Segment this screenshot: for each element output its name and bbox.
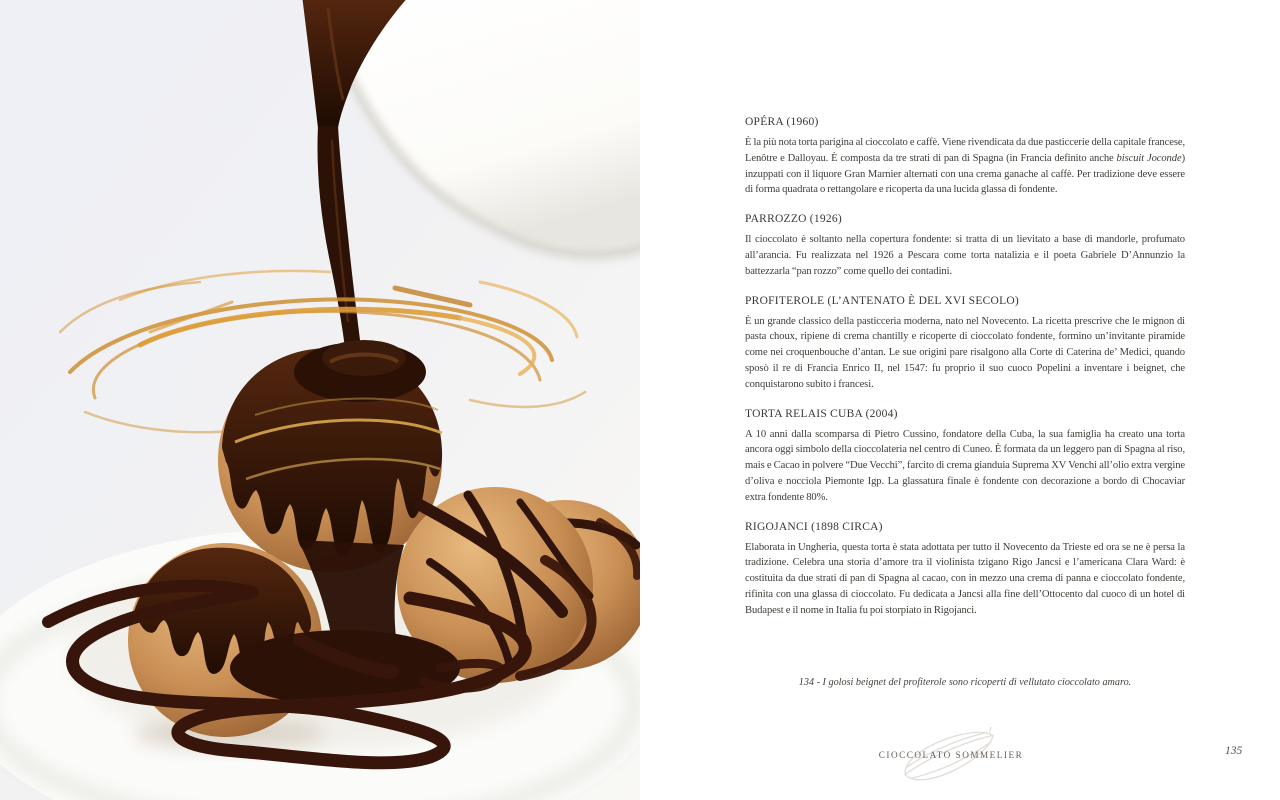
article-column: [745, 114, 1185, 632]
entry-body: Elaborata in Ungheria, questa torta è stata adottata per tutto il Novecento da Trieste ed ora se ne è persa la tradizione. Celebra una storia d’amore tra il violinista tzigano Rigo Jancsi e l’americana Clara Ward: è costituita da due strati di pan di Spagna al cacao, con in mezzo una crema di panna e cioccolato fondente, rifinita con una glassa di cioccolato. Fu dedicata a Jancsi alla fine dell’Ottocento dal cuoco di un hotel di Budapest e il nome in Italia fu poi storpiato in Rigojanci.: [745, 541, 1185, 616]
page-number: 135: [1225, 745, 1243, 757]
text-page: [640, 0, 1280, 800]
entry-torta-relais-cuba: [745, 406, 1185, 506]
entry-heading: RIGOJANCI (1898 CIRCA): [745, 520, 883, 533]
entry-rigojanci: [745, 519, 1185, 619]
entry-heading: PARROZZO (1926): [745, 213, 842, 226]
entry-body: Il cioccolato è soltanto nella copertura fondente: si tratta di un lievitato a base di mandorle, profumato all’arancia. Fu realizzata nel 1926 a Pescara come torta natalizia e il poeta Gabriele D’Annunzio la battezzarla “pan rozzo” come quello dei contadini.: [745, 234, 1185, 277]
photo-caption: 134 - I golosi beignet del profiterole sono ricoperti di vellutato cioccolato amaro.: [798, 677, 1132, 688]
entry-body: È la più nota torta parigina al cioccolato e caffè. Viene rivendicata da due pasticcerie della capitale francese, Lenôtre e Dalloyau. È composta da tre strati di pan di Spagna (in Francia definito anche biscuit Joconde) inzuppati con il liquore Gran Marnier alternati con una crema ganache al caffè. Per tradizione deve essere di forma quadrata o rettangolare e ricoperta da una lucida glassa di fondente.: [745, 137, 1185, 196]
entry-opera: [745, 114, 1185, 198]
entry-body: A 10 anni dalla scomparsa di Pietro Cussino, fondatore della Cuba, la sua famiglia ha creato una torta ancora oggi simbolo della cioccolateria nel centro di Cuneo. È formata da un leggero pan di Spagna al riso, mais e Cacao in polvere “Due Vecchi”, farcito di crema gianduia Suprema XV Venchi all’olio extra vergine d’oliva e nocciola Piemonte Igp. La glassatura finale è fondente con decorazione a bordo di Chocaviar extra fondente 80%.: [745, 428, 1185, 503]
footer-brand-label: CIOCCOLATO SOMMELIER: [878, 750, 1024, 760]
entry-parrozzo: [745, 211, 1185, 279]
entry-heading: TORTA RELAIS CUBA (2004): [745, 407, 898, 420]
footer-brand: [801, 729, 1101, 781]
entry-body: È un grande classico della pasticceria moderna, nato nel Novecento. La ricetta prescrive che le mignon di pasta choux, ripiene di crema chantilly e ricoperte di cioccolato fondente, formino un’invitante piramide come nei croquenbouche d’antan. Le sue origini pare risalgono alla Corte di Caterina de’ Medici, quando sposò il re di Francia Enrico II, nel 1547: fu proprio il suo cuoco Popelini a inventare i beignet, che conquistarono subito i francesi.: [745, 315, 1185, 390]
entry-heading: OPÉRA (1960): [745, 116, 819, 128]
italic-term: biscuit Joconde: [1116, 152, 1182, 164]
entry-heading: PROFITEROLE (L’ANTENATO È DEL XVI SECOLO): [745, 294, 1019, 307]
entry-profiterole: [745, 293, 1185, 393]
